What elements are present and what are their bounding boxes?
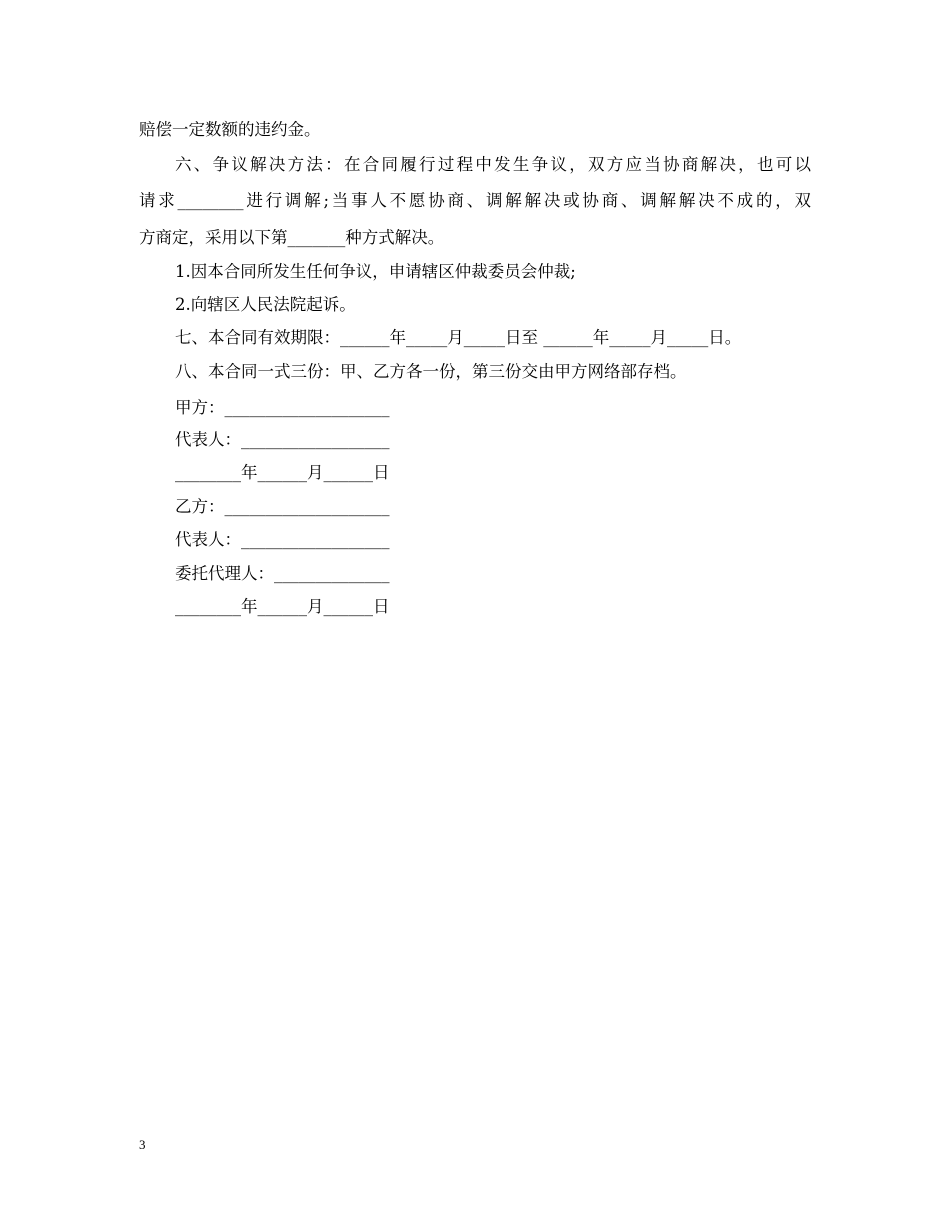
party-b-representative: 代表人：__________________: [175, 530, 390, 549]
clause-6-line-3: 方商定，采用以下第_______种方式解决。: [139, 228, 445, 247]
party-b-field: 乙方：____________________: [175, 497, 390, 516]
clause-6-line-1: 六、争议解决方法：在合同履行过程中发生争议，双方应当协商解决，也可以: [175, 155, 811, 174]
clause-6-line-2: 请求________进行调解;当事人不愿协商、调解解决或协商、调解解决不成的，双: [139, 191, 811, 210]
clause-6-option-2: 2.向辖区人民法院起诉。: [175, 295, 356, 314]
party-a-representative: 代表人：__________________: [175, 430, 390, 449]
party-b-agent: 委托代理人：______________: [175, 564, 390, 583]
clause-5-end: 赔偿一定数额的违约金。: [139, 120, 321, 139]
clause-8-copies: 八、本合同一式三份：甲、乙方各一份，第三份交由甲方网络部存档。: [175, 362, 687, 381]
clause-6-option-1: 1.因本合同所发生任何争议，申请辖区仲裁委员会仲裁;: [175, 262, 576, 281]
party-b-date: ________年______月______日: [175, 597, 390, 616]
clause-7-validity: 七、本合同有效期限：______年_____月_____日至 ______年_____月_____日。: [175, 328, 742, 347]
party-a-field: 甲方：____________________: [175, 398, 390, 417]
page-number: 3: [139, 1137, 146, 1152]
party-a-date: ________年______月______日: [175, 463, 390, 482]
